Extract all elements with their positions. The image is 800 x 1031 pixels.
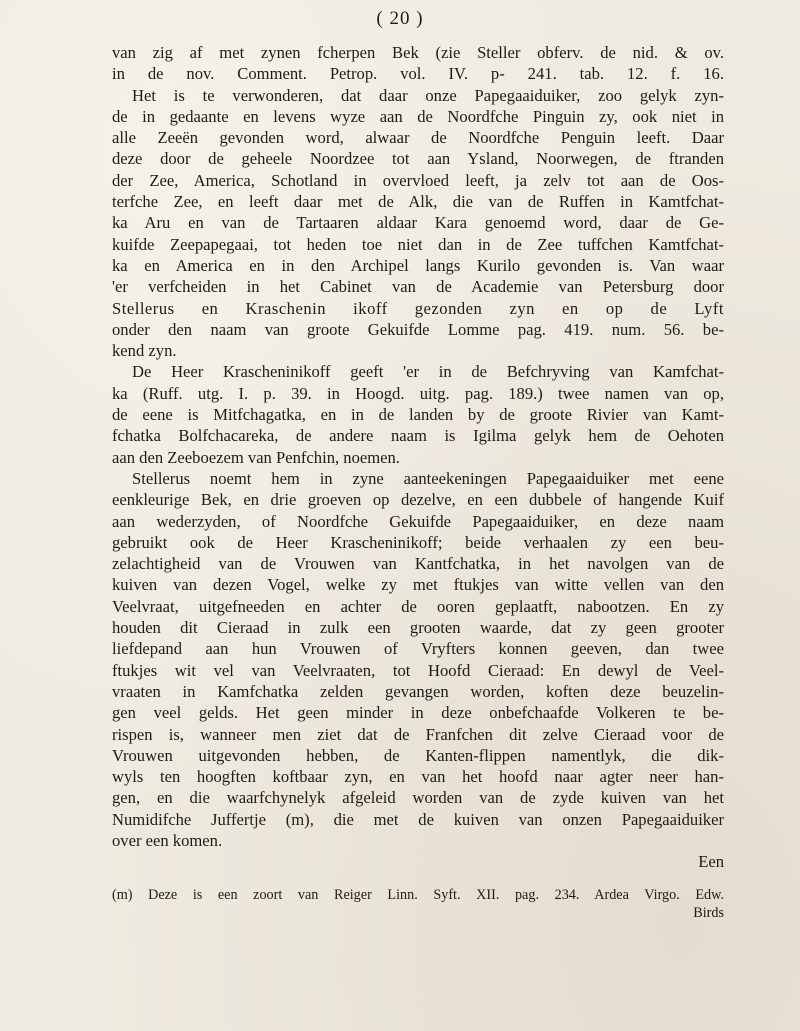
- text-line: gen veel gelds. Het geen minder in deze onbefchaafde Volkeren te be-: [112, 703, 724, 723]
- text-line: kuiven van dezen Vogel, welke zy met ftukjes van witte vellen van den: [112, 575, 724, 595]
- footnote: [112, 886, 724, 922]
- text-line: kuifde Zeepapegaai, tot heden toe niet dan in de Zee tuffchen Kamtfchat-: [112, 234, 724, 254]
- text-line: De Heer Krascheninikoff geeft 'er in de Befchryving van Kamfchat-: [132, 362, 724, 382]
- text-line: ftukjes wit vel van Veelvraaten, tot Hoofd Cieraad: En dewyl de Veel-: [112, 660, 724, 680]
- text-line: aan wederzyden, of Noordfche Gekuifde Papegaaiduiker, en deze naam: [112, 511, 724, 531]
- text-line: in de nov. Comment. Petrop. vol. IV. p- 241. tab. 12. f. 16.: [112, 64, 724, 84]
- text-line: fchatka Bolfchacareka, de andere naam is Igilma gelyk hem de Oehoten: [112, 426, 724, 446]
- text-line: gebruikt ook de Heer Krascheninikoff; beide verhaalen zy een beu-: [112, 532, 724, 552]
- text-line: Stellerus en Kraschenin ikoff gezonden zyn en op de Lyft: [112, 298, 724, 318]
- text-line: ka en America en in den Archipel langs Kurilo gevonden is. Van waar: [112, 255, 724, 275]
- body-text: [112, 42, 724, 873]
- text-line: vraaten in Kamfchatka zelden gevangen worden, koften deze beuzelin-: [112, 681, 724, 701]
- text-line: terfche Zee, en leeft daar met de Alk, die van de Ruffen in Kamtfchat-: [112, 192, 724, 212]
- footnote-line: (m) Deze is een zoort van Reiger Linn. Syft. XII. pag. 234. Ardea Virgo. Edw.: [112, 887, 724, 903]
- text-line: gen, en die waarfchynelyk afgeleid worden van de zyde kuiven van het: [112, 788, 724, 808]
- text-line: ka (Ruff. utg. I. p. 39. in Hoogd. uitg. pag. 189.) twee namen van op,: [112, 383, 724, 403]
- text-line: onder den naam van groote Gekuifde Lomme pag. 419. num. 56. be-: [112, 319, 724, 339]
- text-line: zelachtigheid van de Vrouwen van Kantfchatka, in het navolgen van de: [112, 554, 724, 574]
- text-line: rispen is, wanneer men ziet dat de Franfchen dit zelve Cieraad voor de: [112, 724, 724, 744]
- text-line: van zig af met zynen fcherpen Bek (zie Steller obferv. de nid. & ov.: [112, 43, 724, 62]
- text-line: 'er verfcheiden in het Cabinet van de Academie van Petersburg door: [112, 277, 724, 297]
- text-line: wyls ten hoogften koftbaar zyn, en van het hoofd naar agter neer han-: [112, 767, 724, 787]
- text-line: Stellerus noemt hem in zyne aanteekeningen Papegaaiduiker met eene: [132, 468, 724, 488]
- page-number: ( 20 ): [376, 8, 424, 29]
- text-line: aan den Zeeboezem van Penfchin, noemen.: [112, 447, 400, 467]
- text-line: der Zee, America, Schotland in overvloed leeft, ja zelv tot aan de Oos-: [112, 170, 724, 190]
- footnote-line: Birds: [693, 905, 724, 921]
- text-line: Numidifche Juffertje (m), die met de kuiven van onzen Papegaaiduiker: [112, 809, 724, 829]
- text-line: deze door de geheele Noordzee tot aan Ysland, Noorwegen, de ftranden: [112, 149, 724, 169]
- text-line: kend zyn.: [112, 341, 177, 361]
- text-line: de in gedaante en levens wyze aan de Noordfche Pinguin zy, ook niet in: [112, 106, 724, 126]
- catchword: Een: [698, 852, 724, 872]
- text-line: over een komen.: [112, 830, 223, 850]
- text-line: alle Zeeën gevonden word, alwaar de Noordfche Penguin leeft. Daar: [112, 128, 724, 148]
- text-line: eenkleurige Bek, en drie groeven op dezelve, en een dubbele of hangende Kuif: [112, 490, 724, 510]
- text-line: de eene is Mitfchagatka, en in de landen by de groote Rivier van Kamt-: [112, 405, 724, 425]
- text-line: ka Aru en van de Tartaaren aldaar Kara genoemd word, daar de Ge-: [112, 213, 724, 233]
- text-line: Veelvraat, uitgefneeden en achter de ooren geplaatft, nabootzen. En zy: [112, 596, 724, 616]
- text-line: Vrouwen uitgevonden hebben, de Kanten-flippen namentlyk, die dik-: [112, 745, 724, 765]
- text-line: houden dit Cieraad in zulk een grooten waarde, dat zy geen grooter: [112, 618, 724, 638]
- text-line: Het is te verwonderen, dat daar onze Papegaaiduiker, zoo gelyk zyn-: [132, 85, 724, 105]
- text-line: liefdepand aan hun Vrouwen of Vryfters konnen geeven, dan twee: [112, 639, 724, 659]
